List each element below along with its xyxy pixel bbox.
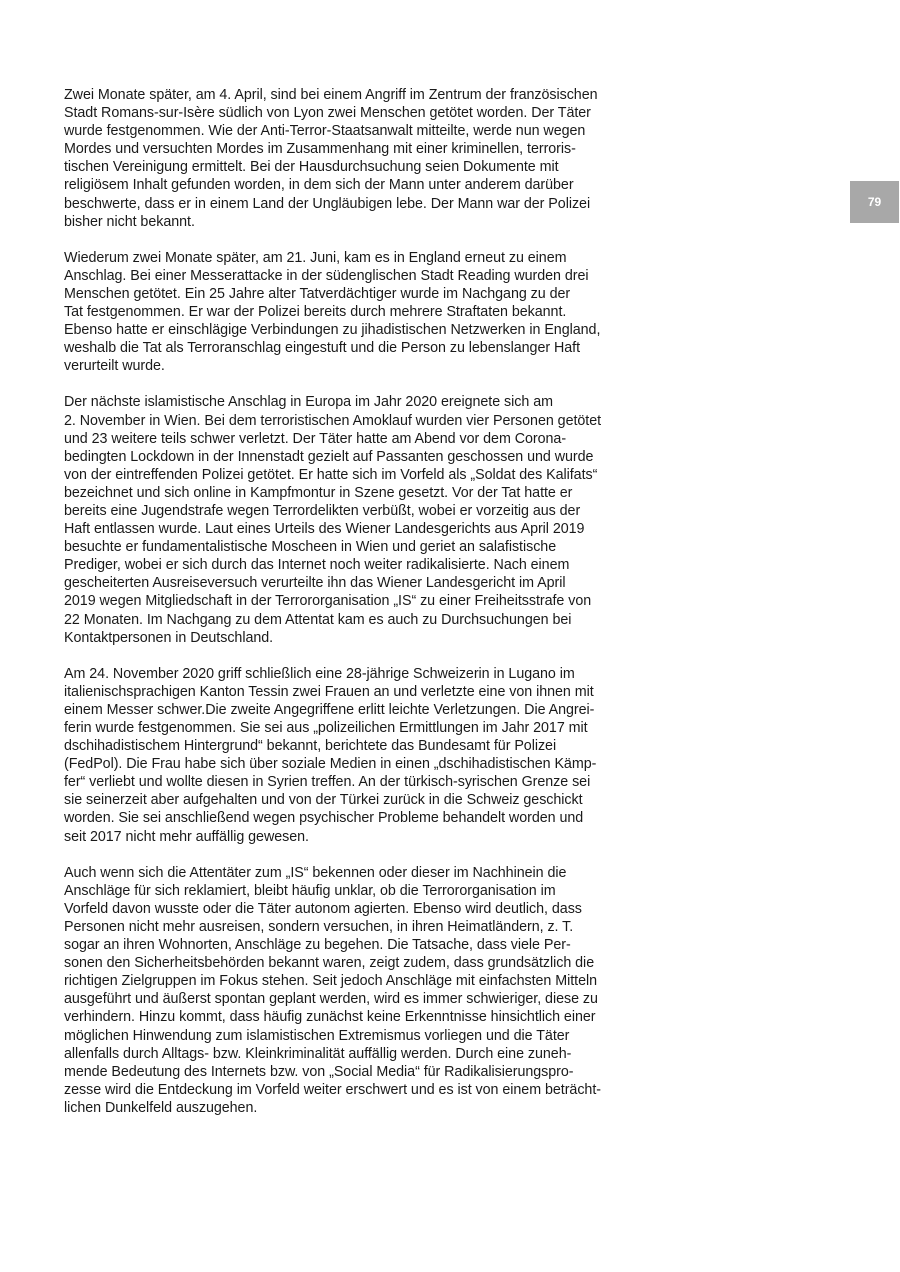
text-line: Tat festgenommen. Er war der Polizei bereits durch mehrere Straftaten bekannt.	[64, 304, 567, 321]
text-line: Zwei Monate später, am 4. April, sind bei einem Angriff im Zentrum der französischen	[64, 87, 598, 103]
text-line: seit 2017 nicht mehr auffällig gewesen.	[64, 828, 309, 845]
text-line: Auch wenn sich die Attentäter zum „IS“ bekennen oder dieser im Nachhinein die	[64, 864, 567, 881]
text-line: sie seinerzeit aber aufgehalten und von der Türkei zurück in die Schweiz geschickt	[64, 792, 583, 809]
paragraph-romans-sur-isere	[64, 86, 612, 231]
text-line: italienischsprachigen Kanton Tessin zwei Frauen an und verletzte eine von ihnen mit	[64, 683, 594, 700]
text-line: fer“ verliebt und wollte diesen in Syrien treffen. An der türkisch-syrischen Grenze sei	[64, 774, 591, 791]
text-line: weshalb die Tat als Terroranschlag eingestuft und die Person zu lebenslanger Haft	[64, 340, 580, 357]
text-line: einem Messer schwer.Die zweite Angegriffene erlitt leichte Verletzungen. Die Angrei-	[64, 701, 595, 718]
text-line: bereits eine Jugendstrafe wegen Terrordelikten verbüßt, wobei er vorzeitig aus der	[64, 502, 581, 519]
text-line: sonen den Sicherheitsbehörden bekannt waren, zeigt zudem, dass grundsätzlich die	[64, 955, 595, 972]
text-line: 2019 wegen Mitgliedschaft in der Terrororganisation „IS“ zu einer Freiheitsstrafe von	[64, 593, 592, 610]
text-line: ferin wurde festgenommen. Sie sei aus „polizeilichen Ermittlungen im Jahr 2017 mit	[64, 720, 588, 736]
text-line: allenfalls durch Alltags- bzw. Kleinkriminalität auffällig werden. Durch eine zuneh-	[64, 1045, 572, 1062]
text-line: Haft entlassen wurde. Laut eines Urteils des Wiener Landesgerichts aus April 2019	[64, 521, 585, 538]
paragraph-lugano	[64, 665, 612, 846]
text-line: Vorfeld davon wusste oder die Täter autonom agierten. Ebenso wird deutlich, dass	[64, 900, 582, 917]
paragraph-wien	[64, 393, 612, 646]
text-line: 22 Monaten. Im Nachgang zu dem Attentat kam es auch zu Durchsuchungen bei	[64, 611, 572, 628]
text-line: Personen nicht mehr ausreisen, sondern versuchen, in ihren Heimatländern, z. T.	[64, 918, 574, 935]
text-line: verurteilt wurde.	[64, 358, 165, 375]
text-line: Der nächste islamistische Anschlag in Europa im Jahr 2020 ereignete sich am	[64, 394, 553, 411]
text-line: Kontaktpersonen in Deutschland.	[64, 629, 274, 646]
text-line: gescheiterten Ausreiseversuch verurteilte ihn das Wiener Landesgericht im April	[64, 575, 566, 592]
text-line: mende Bedeutung des Internets bzw. von „Social Media“ für Radikalisierungspro-	[64, 1063, 574, 1080]
text-line: Wiederum zwei Monate später, am 21. Juni, kam es in England erneut zu einem	[64, 249, 567, 266]
text-line: wurde festgenommen. Wie der Anti-Terror-Staatsanwalt mitteilte, werde nun wegen	[64, 123, 586, 140]
text-line: Stadt Romans-sur-Isère südlich von Lyon zwei Menschen getötet worden. Der Täter	[64, 105, 591, 122]
text-line: sogar an ihren Wohnorten, Anschläge zu begehen. Die Tatsache, dass viele Per-	[64, 937, 571, 954]
text-line: tischen Vereinigung ermittelt. Bei der Hausdurchsuchung seien Dokumente mit	[64, 159, 559, 176]
text-line: möglichen Hinwendung zum islamistischen Extremismus vorliegen und die Täter	[64, 1027, 570, 1044]
paragraph-conclusion	[64, 864, 612, 1117]
text-line: Ebenso hatte er einschlägige Verbindungen zu jihadistischen Netzwerken in England,	[64, 322, 601, 339]
text-line: ausgeführt und äußerst spontan geplant werden, wird es immer schwieriger, diese zu	[64, 991, 598, 1008]
text-line: Menschen getötet. Ein 25 Jahre alter Tatverdächtiger wurde im Nachgang zu der	[64, 285, 571, 302]
text-line: bedingten Lockdown in der Innenstadt gezielt auf Passanten geschossen und wurde	[64, 448, 594, 465]
text-line: zesse wird die Entdeckung im Vorfeld weiter erschwert und es ist von einem beträcht-	[64, 1081, 601, 1098]
page-number: 79	[850, 181, 899, 223]
text-line: und 23 weitere teils schwer verletzt. Der Täter hatte am Abend vor dem Corona-	[64, 430, 567, 447]
text-line: von der eintreffenden Polizei getötet. Er hatte sich im Vorfeld als „Soldat des Kalifats“	[64, 466, 598, 483]
text-line: richtigen Zielgruppen im Fokus stehen. Seit jedoch Anschläge mit einfachsten Mitteln	[64, 973, 598, 990]
text-line: 2. November in Wien. Bei dem terroristischen Amoklauf wurden vier Personen getötet	[64, 412, 602, 429]
text-line: beschwerte, dass er in einem Land der Ungläubigen lebe. Der Mann war der Polizei	[64, 195, 591, 212]
body-text	[64, 86, 612, 1135]
text-line: bezeichnet und sich online in Kampfmontur in Szene gesetzt. Vor der Tat hatte er	[64, 484, 573, 501]
text-line: Am 24. November 2020 griff schließlich eine 28-jährige Schweizerin in Lugano im	[64, 665, 575, 682]
text-line: Anschlag. Bei einer Messerattacke in der südenglischen Stadt Reading wurden drei	[64, 267, 589, 284]
text-line: religiösem Inhalt gefunden worden, in dem sich der Mann unter anderem darüber	[64, 177, 574, 194]
text-line: lichen Dunkelfeld auszugehen.	[64, 1099, 258, 1116]
text-line: dschihadistischem Hintergrund“ bekannt, berichtete das Bundesamt für Polizei	[64, 738, 557, 755]
text-line: worden. Sie sei anschließend wegen psychischer Probleme behandelt worden und	[64, 810, 584, 827]
text-line: bisher nicht bekannt.	[64, 213, 195, 230]
text-line: verhindern. Hinzu kommt, dass häufig zunächst keine Erkenntnisse hinsichtlich einer	[64, 1009, 596, 1026]
text-line: Mordes und versuchten Mordes im Zusammenhang mit einer kriminellen, terroris-	[64, 141, 576, 158]
text-line: Prediger, wobei er sich durch das Internet noch weiter radikalisierte. Nach einem	[64, 557, 570, 574]
paragraph-reading	[64, 249, 612, 376]
text-line: besuchte er fundamentalistische Moscheen in Wien und geriet an salafistische	[64, 539, 557, 556]
text-line: (FedPol). Die Frau habe sich über soziale Medien in einen „dschihadistischen Kämp-	[64, 756, 597, 773]
text-line: Anschläge für sich reklamiert, bleibt häufig unklar, ob die Terrororganisation im	[64, 882, 556, 899]
